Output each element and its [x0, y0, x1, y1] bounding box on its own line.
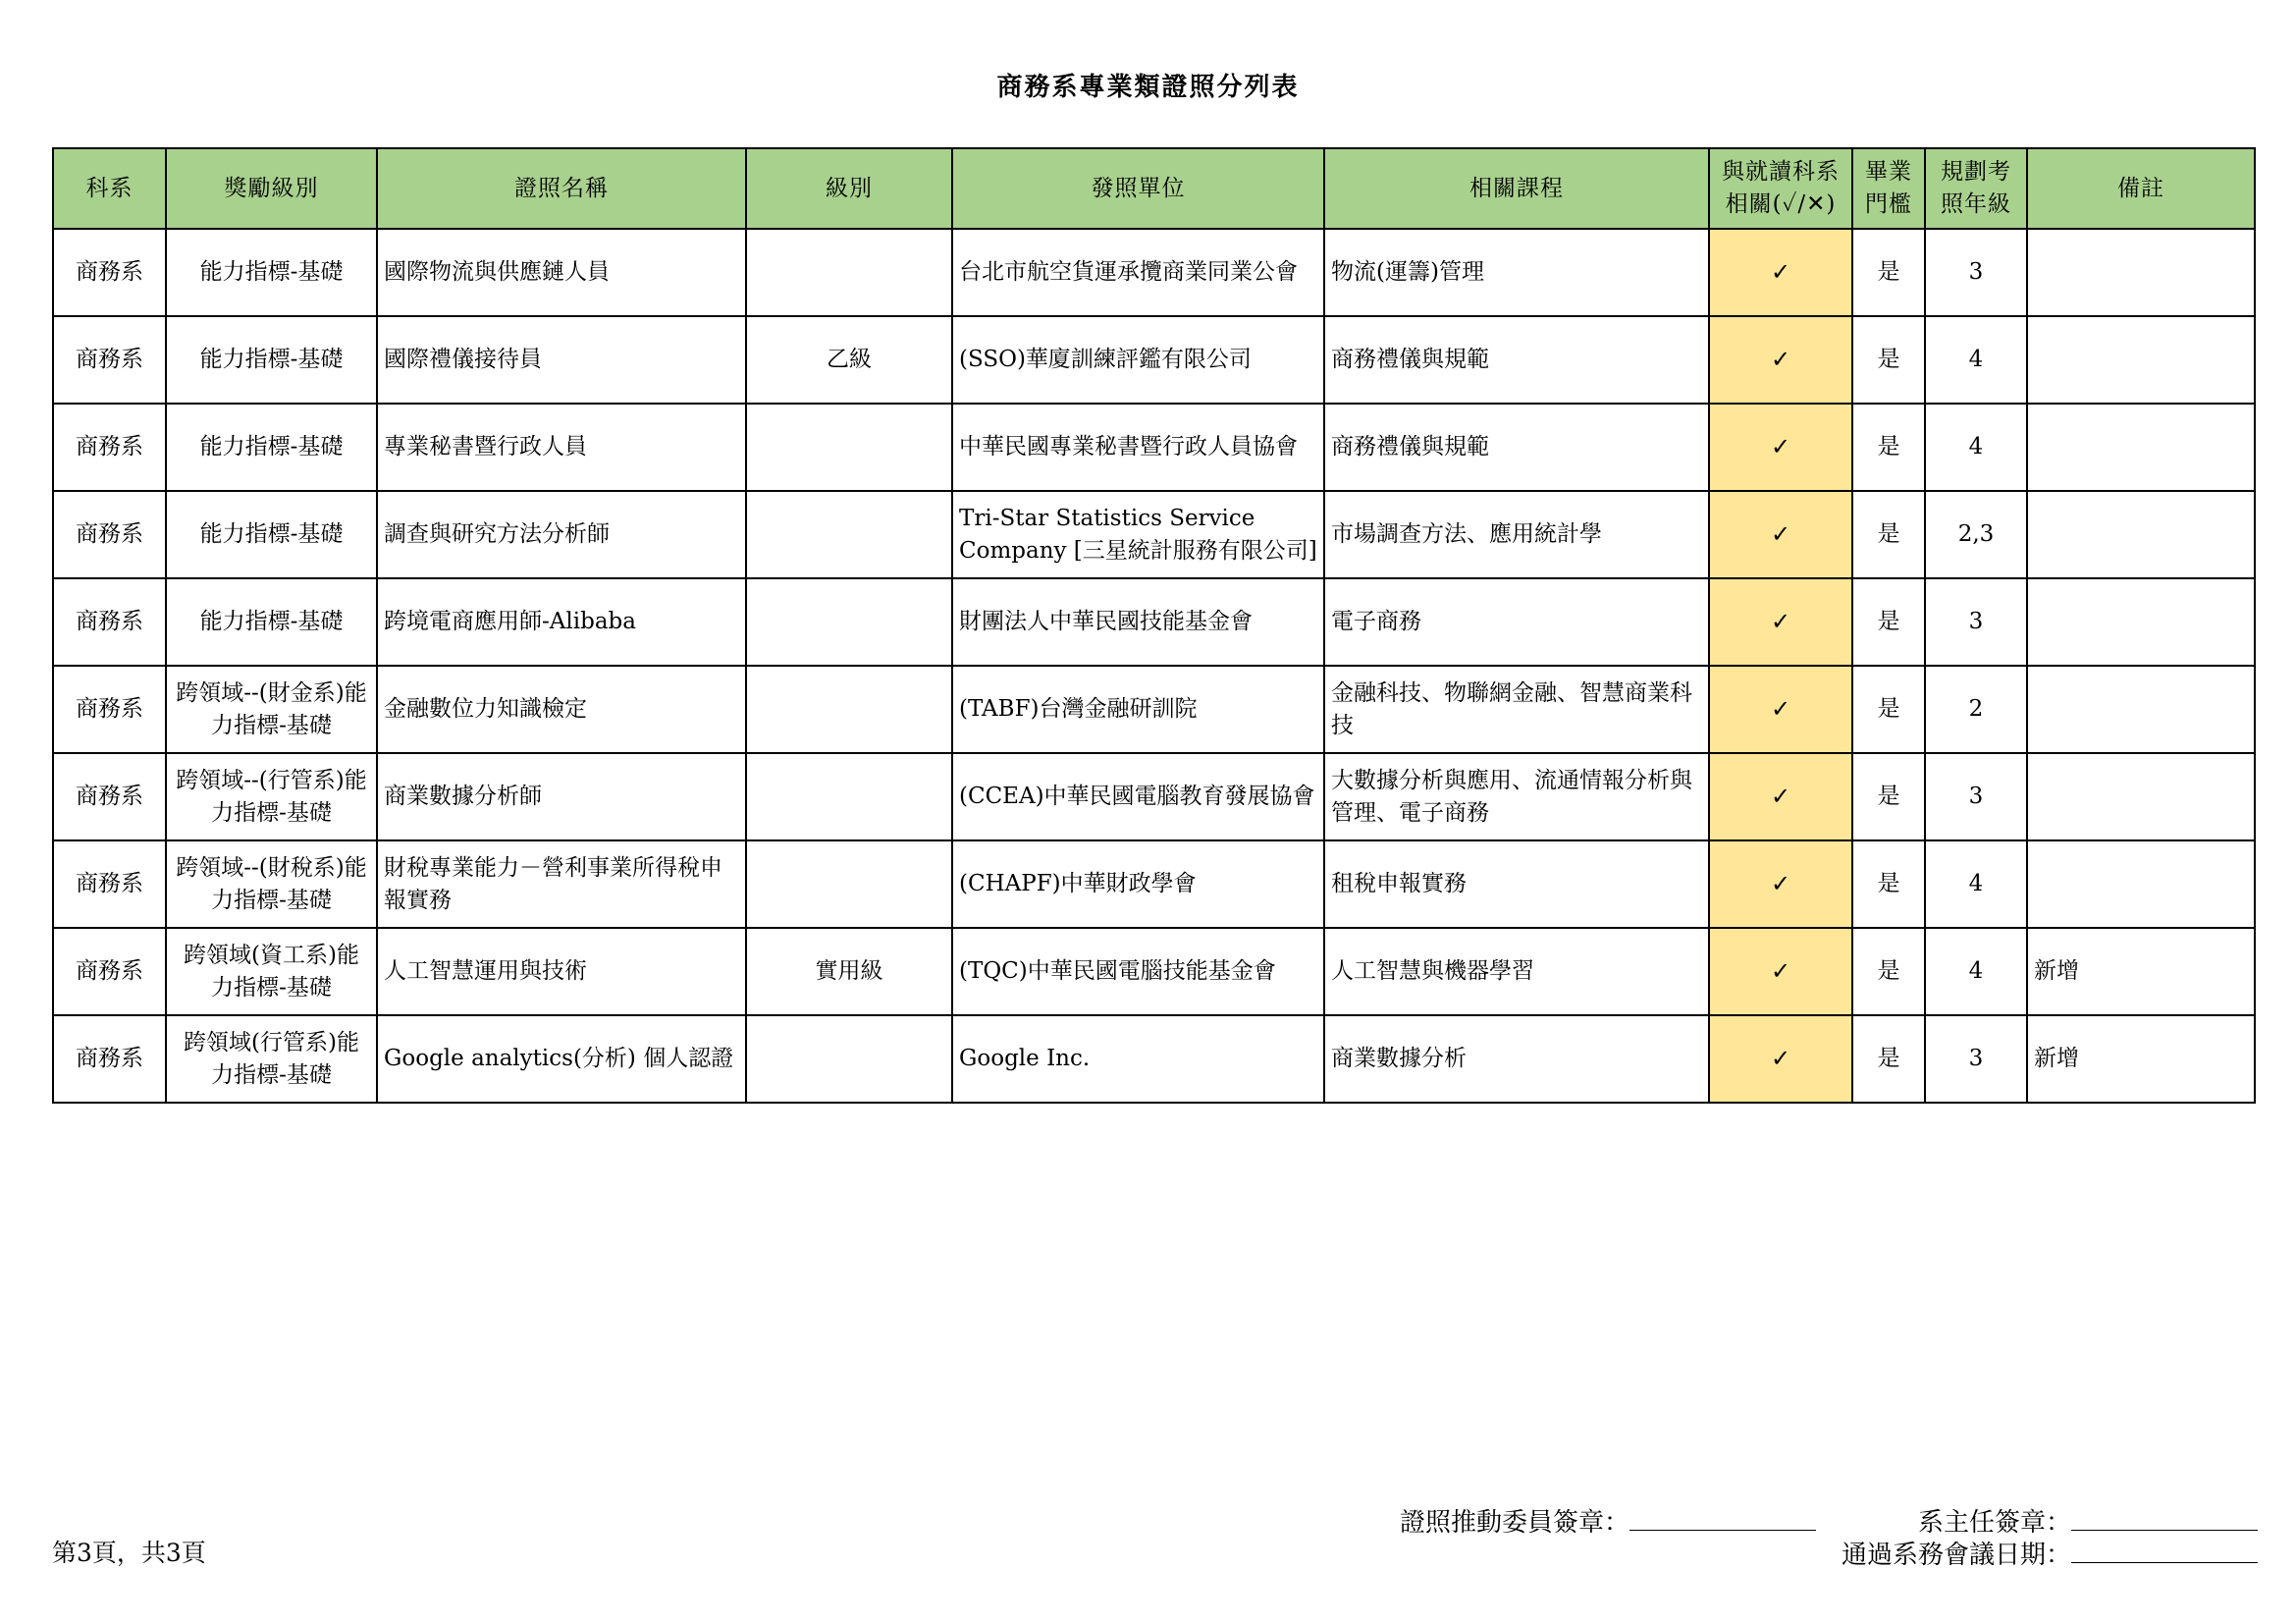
cell-cert: 財稅專業能力－營利事業所得稅申報實務 — [377, 840, 746, 928]
cell-grad: 是 — [1852, 666, 1925, 753]
cell-year: 4 — [1925, 840, 2027, 928]
cell-award: 跨領域(資工系)能力指標-基礎 — [166, 928, 377, 1015]
cell-note — [2027, 840, 2255, 928]
table-row — [53, 316, 2255, 404]
cell-grad: 是 — [1852, 928, 1925, 1015]
cell-award: 跨領域--(行管系)能力指標-基礎 — [166, 753, 377, 840]
cell-issuer: 財團法人中華民國技能基金會 — [952, 578, 1324, 666]
table-row — [53, 666, 2255, 753]
cell-course: 商務禮儀與規範 — [1324, 404, 1709, 491]
cell-dept: 商務系 — [53, 840, 166, 928]
cell-level — [746, 404, 952, 491]
header-level: 級別 — [746, 148, 952, 229]
cell-issuer: (TABF)台灣金融研訓院 — [952, 666, 1324, 753]
cell-level — [746, 1015, 952, 1103]
cell-year: 3 — [1925, 1015, 2027, 1103]
cell-note — [2027, 578, 2255, 666]
table-row — [53, 840, 2255, 928]
header-related: 與就讀科系相關(✓/✕) — [1709, 148, 1852, 229]
cell-level: 實用級 — [746, 928, 952, 1015]
cell-level — [746, 229, 952, 316]
cell-issuer: 台北市航空貨運承攬商業同業公會 — [952, 229, 1324, 316]
cell-grad: 是 — [1852, 1015, 1925, 1103]
cell-related-check: ✓ — [1709, 1015, 1852, 1103]
cell-level — [746, 840, 952, 928]
table-row — [53, 753, 2255, 840]
page-title: 商務系專業類證照分列表 — [996, 73, 1300, 102]
cell-related-check: ✓ — [1709, 404, 1852, 491]
table-row — [53, 578, 2255, 666]
table-row — [53, 1015, 2255, 1103]
cell-level: 乙級 — [746, 316, 952, 404]
header-issuer: 發照單位 — [952, 148, 1324, 229]
cell-course: 租稅申報實務 — [1324, 840, 1709, 928]
cell-cert: Google analytics(分析) 個人認證 — [377, 1015, 746, 1103]
header-dept: 科系 — [53, 148, 166, 229]
meeting-date-label: 通過系務會議日期： — [1842, 1541, 2072, 1569]
table-row — [53, 928, 2255, 1015]
cell-course: 商業數據分析 — [1324, 1015, 1709, 1103]
cell-note — [2027, 404, 2255, 491]
cell-award: 跨領域--(財金系)能力指標-基礎 — [166, 666, 377, 753]
cell-year: 4 — [1925, 404, 2027, 491]
cell-level — [746, 666, 952, 753]
cell-dept: 商務系 — [53, 1015, 166, 1103]
cell-award: 跨領域--(財稅系)能力指標-基礎 — [166, 840, 377, 928]
cell-year: 2 — [1925, 666, 2027, 753]
cell-issuer: Google Inc. — [952, 1015, 1324, 1103]
cell-award: 能力指標-基礎 — [166, 578, 377, 666]
header-cert: 證照名稱 — [377, 148, 746, 229]
cell-related-check: ✓ — [1709, 753, 1852, 840]
cell-year: 2,3 — [1925, 491, 2027, 578]
cell-award: 能力指標-基礎 — [166, 404, 377, 491]
cell-dept: 商務系 — [53, 316, 166, 404]
header-grad: 畢業門檻 — [1852, 148, 1925, 229]
cell-cert: 專業秘書暨行政人員 — [377, 404, 746, 491]
cell-note: 新增 — [2027, 928, 2255, 1015]
cell-related-check: ✓ — [1709, 491, 1852, 578]
cell-related-check: ✓ — [1709, 229, 1852, 316]
meeting-date-line — [2071, 1541, 2258, 1563]
meeting-date — [1842, 1535, 2258, 1571]
cell-course: 商務禮儀與規範 — [1324, 316, 1709, 404]
cell-cert: 金融數位力知識檢定 — [377, 666, 746, 753]
committee-signature-line — [1629, 1508, 1816, 1531]
cell-related-check: ✓ — [1709, 316, 1852, 404]
cell-year: 3 — [1925, 578, 2027, 666]
cell-grad: 是 — [1852, 491, 1925, 578]
cell-dept: 商務系 — [53, 491, 166, 578]
cell-grad: 是 — [1852, 840, 1925, 928]
cell-course: 大數據分析與應用、流通情報分析與管理、電子商務 — [1324, 753, 1709, 840]
cell-issuer: (CHAPF)中華財政學會 — [952, 840, 1324, 928]
cell-award: 跨領域(行管系)能力指標-基礎 — [166, 1015, 377, 1103]
cell-level — [746, 491, 952, 578]
cell-course: 物流(運籌)管理 — [1324, 229, 1709, 316]
cell-related-check: ✓ — [1709, 666, 1852, 753]
cell-grad: 是 — [1852, 753, 1925, 840]
cell-note: 新增 — [2027, 1015, 2255, 1103]
cell-grad: 是 — [1852, 404, 1925, 491]
table-header-row — [53, 148, 2255, 229]
cell-course: 金融科技、物聯網金融、智慧商業科技 — [1324, 666, 1709, 753]
chair-signature-label: 系主任簽章： — [1918, 1508, 2072, 1537]
cell-course: 市場調查方法、應用統計學 — [1324, 491, 1709, 578]
cell-issuer: (TQC)中華民國電腦技能基金會 — [952, 928, 1324, 1015]
cell-related-check: ✓ — [1709, 840, 1852, 928]
chair-signature — [1918, 1502, 2258, 1539]
cell-year: 4 — [1925, 316, 2027, 404]
header-award: 獎勵級別 — [166, 148, 377, 229]
committee-signature-label: 證照推動委員簽章： — [1400, 1508, 1630, 1537]
table-row — [53, 404, 2255, 491]
cell-cert: 商業數據分析師 — [377, 753, 746, 840]
cell-issuer: 中華民國專業秘書暨行政人員協會 — [952, 404, 1324, 491]
cell-note — [2027, 666, 2255, 753]
certificate-table — [52, 147, 2256, 1104]
cell-cert: 人工智慧運用與技術 — [377, 928, 746, 1015]
cell-issuer: (SSO)華廈訓練評鑑有限公司 — [952, 316, 1324, 404]
header-year: 規劃考照年級 — [1925, 148, 2027, 229]
cell-dept: 商務系 — [53, 229, 166, 316]
cell-note — [2027, 316, 2255, 404]
cell-dept: 商務系 — [53, 928, 166, 1015]
cell-level — [746, 753, 952, 840]
header-course: 相關課程 — [1324, 148, 1709, 229]
cell-note — [2027, 229, 2255, 316]
table-row — [53, 491, 2255, 578]
cell-course: 電子商務 — [1324, 578, 1709, 666]
cell-grad: 是 — [1852, 229, 1925, 316]
cell-cert: 國際禮儀接待員 — [377, 316, 746, 404]
cell-dept: 商務系 — [53, 666, 166, 753]
page-number: 第3頁，共3頁 — [52, 1539, 206, 1567]
cell-grad: 是 — [1852, 316, 1925, 404]
cell-course: 人工智慧與機器學習 — [1324, 928, 1709, 1015]
cell-level — [746, 578, 952, 666]
cell-award: 能力指標-基礎 — [166, 229, 377, 316]
cell-award: 能力指標-基礎 — [166, 491, 377, 578]
cell-issuer: (CCEA)中華民國電腦教育發展協會 — [952, 753, 1324, 840]
committee-signature — [1400, 1502, 1816, 1539]
cell-grad: 是 — [1852, 578, 1925, 666]
cell-cert: 國際物流與供應鏈人員 — [377, 229, 746, 316]
cell-dept: 商務系 — [53, 753, 166, 840]
header-note: 備註 — [2027, 148, 2255, 229]
cell-cert: 跨境電商應用師-Alibaba — [377, 578, 746, 666]
cell-year: 4 — [1925, 928, 2027, 1015]
cell-cert: 調查與研究方法分析師 — [377, 491, 746, 578]
cell-year: 3 — [1925, 229, 2027, 316]
chair-signature-line — [2071, 1508, 2258, 1531]
cell-related-check: ✓ — [1709, 928, 1852, 1015]
cell-dept: 商務系 — [53, 404, 166, 491]
cell-issuer: Tri-Star Statistics Service Company [三星統計服務有限公司] — [952, 491, 1324, 578]
cell-note — [2027, 753, 2255, 840]
cell-dept: 商務系 — [53, 578, 166, 666]
cell-award: 能力指標-基礎 — [166, 316, 377, 404]
table-row — [53, 229, 2255, 316]
cell-year: 3 — [1925, 753, 2027, 840]
cell-note — [2027, 491, 2255, 578]
cell-related-check: ✓ — [1709, 578, 1852, 666]
